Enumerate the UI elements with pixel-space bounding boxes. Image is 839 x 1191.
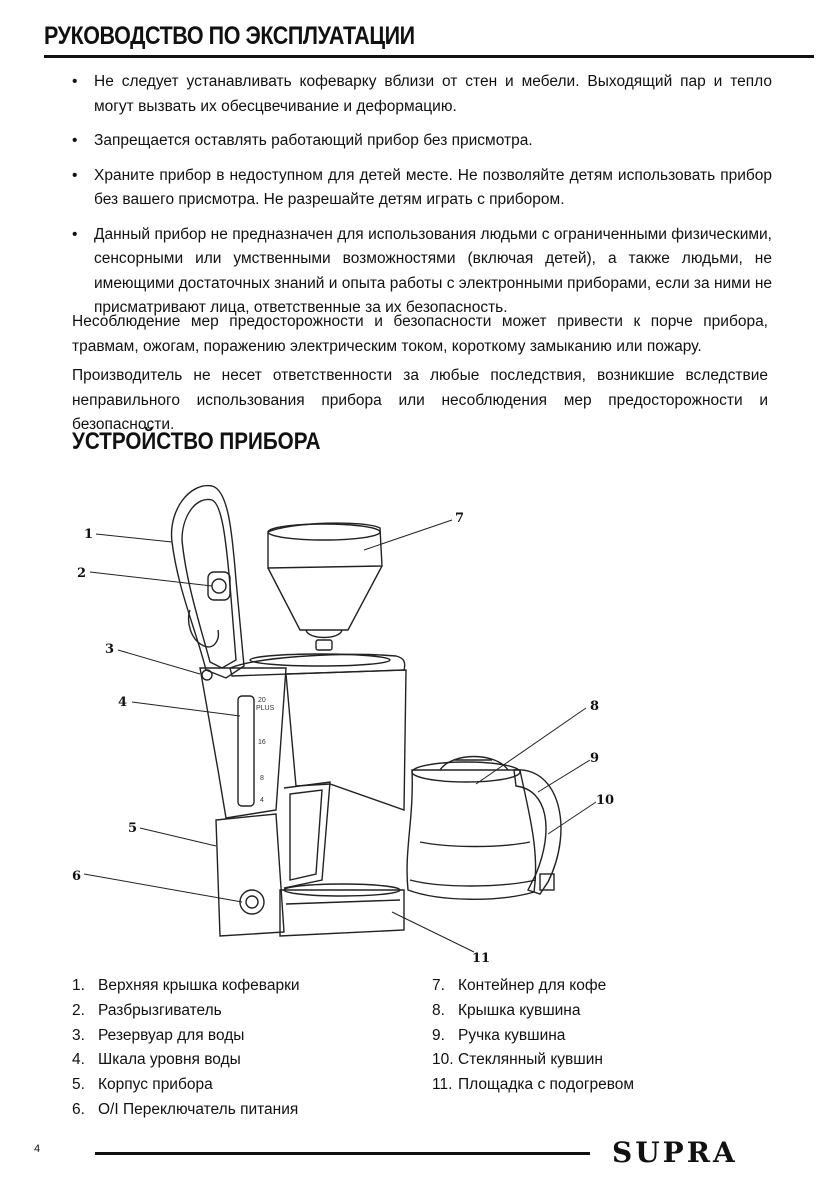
callout-9: 9 (590, 751, 600, 766)
legend-item: 7. Контейнер для кофе (432, 977, 607, 994)
scale-mark: PLUS (256, 705, 275, 712)
callout-3: 3 (105, 642, 115, 657)
callout-2: 2 (77, 566, 87, 581)
callout-4: 4 (118, 695, 128, 710)
scale-mark: 4 (260, 797, 264, 804)
legend-item: 6. O/I Переключатель питания (72, 1100, 299, 1118)
power-switch-shape (240, 890, 264, 914)
water-scale (256, 697, 275, 804)
bullet-item: • Запрещается оставлять работающий прибор без присмотра. (72, 129, 772, 154)
footer-rule (95, 1152, 590, 1155)
housing-shape (216, 814, 284, 936)
legend-item: 11. Площадка с подогревом (432, 1076, 635, 1094)
callout-10: 10 (596, 793, 615, 808)
legend-item: 4. Шкала уровня воды (72, 1051, 241, 1069)
legend-item: 3. Резервуар для воды (72, 1026, 245, 1044)
scale-mark: 16 (258, 739, 266, 746)
bullet-item: • Храните прибор в недоступном для детей месте. Не позволяйте детям использовать прибор без вашего присмотра. Не разрешайте детям играть с прибором. (72, 164, 772, 213)
bullet-item: • Данный прибор не предназначен для использования людьми с ограниченными физическими, сенсорными или умственными возможностями (включая детей), а также людьми, не имеющими достаточных знаний и опыта работы с электронными приборами, если за ними не присматривают лица, ответственные за их безопасность. (72, 223, 772, 321)
legend-item: 1. Верхняя крышка кофеварки (72, 977, 300, 994)
water-tank-shape (200, 668, 286, 818)
coffee-maker-diagram (0, 470, 839, 970)
page-header (44, 22, 814, 58)
callout-1: 1 (84, 527, 94, 542)
water-level-window (238, 696, 254, 806)
legend-item: 5. Корпус прибора (72, 1076, 213, 1094)
page-title: РУКОВОДСТВО ПО ЭКСПЛУАТАЦИИ (44, 22, 415, 50)
callout-11: 11 (472, 951, 491, 966)
brand-logo: SUPRA (612, 1136, 738, 1169)
page-number: 4 (34, 1143, 41, 1155)
leader-lines (84, 520, 596, 952)
warming-plate-shape (280, 890, 404, 936)
callout-6: 6 (72, 869, 82, 884)
callout-8: 8 (590, 699, 600, 714)
safety-bullet-list (72, 70, 772, 331)
legend-right (432, 974, 634, 1098)
carafe-shape (407, 770, 536, 899)
header-rule (44, 55, 814, 58)
legend-item: 9. Ручка кувшина (432, 1026, 566, 1044)
legend-item: 2. Разбрызгиватель (72, 1001, 222, 1019)
callout-7: 7 (455, 511, 465, 526)
scale-mark: 8 (260, 775, 264, 782)
scale-mark: 20 (258, 697, 266, 704)
paragraph: Несоблюдение мер предосторожности и безопасности может привести к порче прибора, травмам, ожогам, поражению электрическим током, короткому замыканию или пожару. (72, 313, 768, 355)
paragraph: Производитель не несет ответственности за любые последствия, возникшие вследствие неправильного использования прибора или несоблюдения мер предосторожности и безопасности. (72, 367, 768, 433)
filter-container-shape (268, 523, 382, 568)
bullet-item: • Не следует устанавливать кофеварку вблизи от стен и мебели. Выходящий пар и тепло могут вызвать их обесцвечивание и деформацию. (72, 70, 772, 119)
legend-item: 10. Стеклянный кувшин (432, 1051, 603, 1069)
legend-left (72, 974, 300, 1123)
callout-5: 5 (128, 821, 138, 836)
legend-item: 8. Крышка кувшина (432, 1001, 581, 1019)
section-title: УСТРОЙСТВО ПРИБОРА (72, 428, 321, 455)
